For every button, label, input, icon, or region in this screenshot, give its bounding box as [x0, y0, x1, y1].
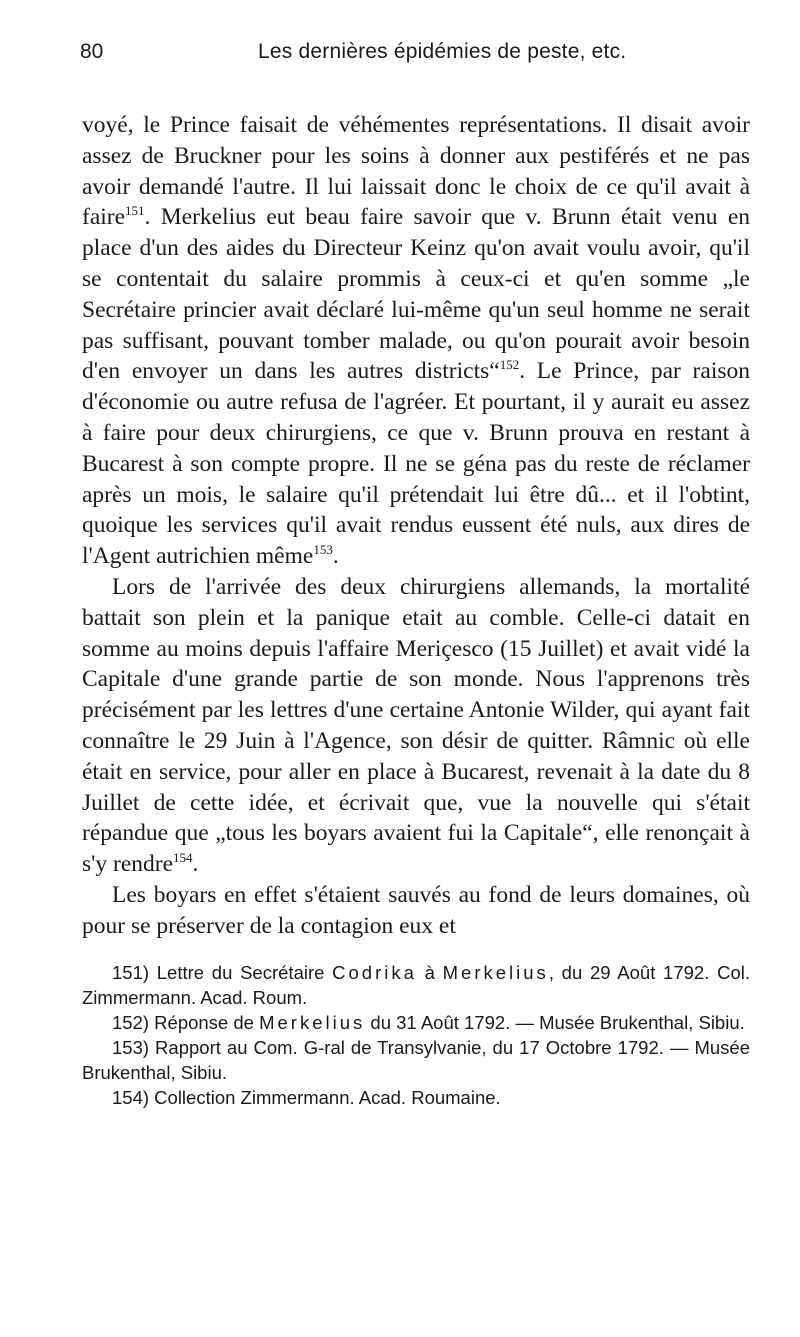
footnote-ref-152: 152 [499, 357, 520, 373]
footnote-154: 154) Collection Zimmermann. Acad. Roumaine. [112, 1086, 501, 1108]
footnote-152: 152) Réponse de Merkelius du 31 Août 1792. — Musée Brukenthal, Sibiu. [112, 1011, 745, 1033]
page-number: 80 [80, 40, 104, 63]
paragraph-1: voyé, le Prince faisait de véhémentes représentations. Il disait avoir assez de Bruckner pour les soins à donner aux pestiférés et ne pas avoir demandé l'autre. Il lui laissait donc le choix de ce qu'il avait à faire$^{151}$. Merkelius eut beau faire savoir que v. Brunn était venu en place d'un des aides du Directeur Keinz qu'on avait voulu avoir, qu'il se contentait du salaire prommis à ceux-ci et qu'en somme „le Secrétaire princier avait déclaré lui-même qu'un seul homme ne serait pas suffisant, pouvant tomber malade, ou qu'on pourait avoir besoin d'en envoyer un dans les autres districts“$^{152}$. Le Prince, par raison d'économie ou autre refusa de l'agréer. Et pourtant, il y aurait eu assez à faire pour deux chirurgiens, ce que v. Brunn prouva en restant à Bucarest à son compte propre. Il ne se géna pas du reste de réclamer après un mois, le salaire qu'il prétendait lui être dû... et il l'obtint, quoique les services qu'il avait rendus eussent été nuls, aux dires de l'Agent autrichien même$^{153}$. [82, 112, 750, 570]
running-title: Les dernières épidémies de peste, etc. [258, 40, 627, 63]
footnote-ref-154: 154 [173, 850, 193, 866]
footnote-151: 151) Lettre du Secrétaire Codrika à Merkelius, du 29 Août 1792. Col. Zimmermann. Acad. Roum. [82, 961, 750, 1008]
footnote-153: 153) Rapport au Com. G-ral de Transylvanie, du 17 Octobre 1792. — Musée Brukenthal, Sibiu. [82, 1036, 750, 1083]
footnote-ref-153: 153 [313, 542, 333, 558]
footnote-ref-151: 151 [125, 203, 145, 219]
paragraph-3: Les boyars en effet s'étaient sauvés au fond de leurs domaines, où pour se préserver de la contagion eux et [82, 881, 750, 939]
body-text [82, 110, 750, 942]
footnotes [82, 960, 750, 1110]
book-page [82, 40, 750, 1110]
running-head [82, 40, 750, 70]
paragraph-2: Lors de l'arrivée des deux chirurgiens allemands, la mortalité battait son plein et la panique etait au comble. Celle-ci datait en somme au moins depuis l'affaire Meriçesco (15 Juillet) et avait vidé la Capitale d'une grande partie de son monde. Nous l'apprenons très précisément par les lettres d'une certaine Antonie Wilder, qui ayant fait connaître le 29 Juin à l'Agence, son désir de quitter. Râmnic où elle était en service, pour aller en place à Bucarest, revenait à la date du 8 Juillet de cette idée, et écrivait que, vue la nouvelle qui s'était répandue que „tous les boyars avaient fui la Capitale“, elle renonçait à s'y rendre$^{154}$. [82, 573, 750, 878]
